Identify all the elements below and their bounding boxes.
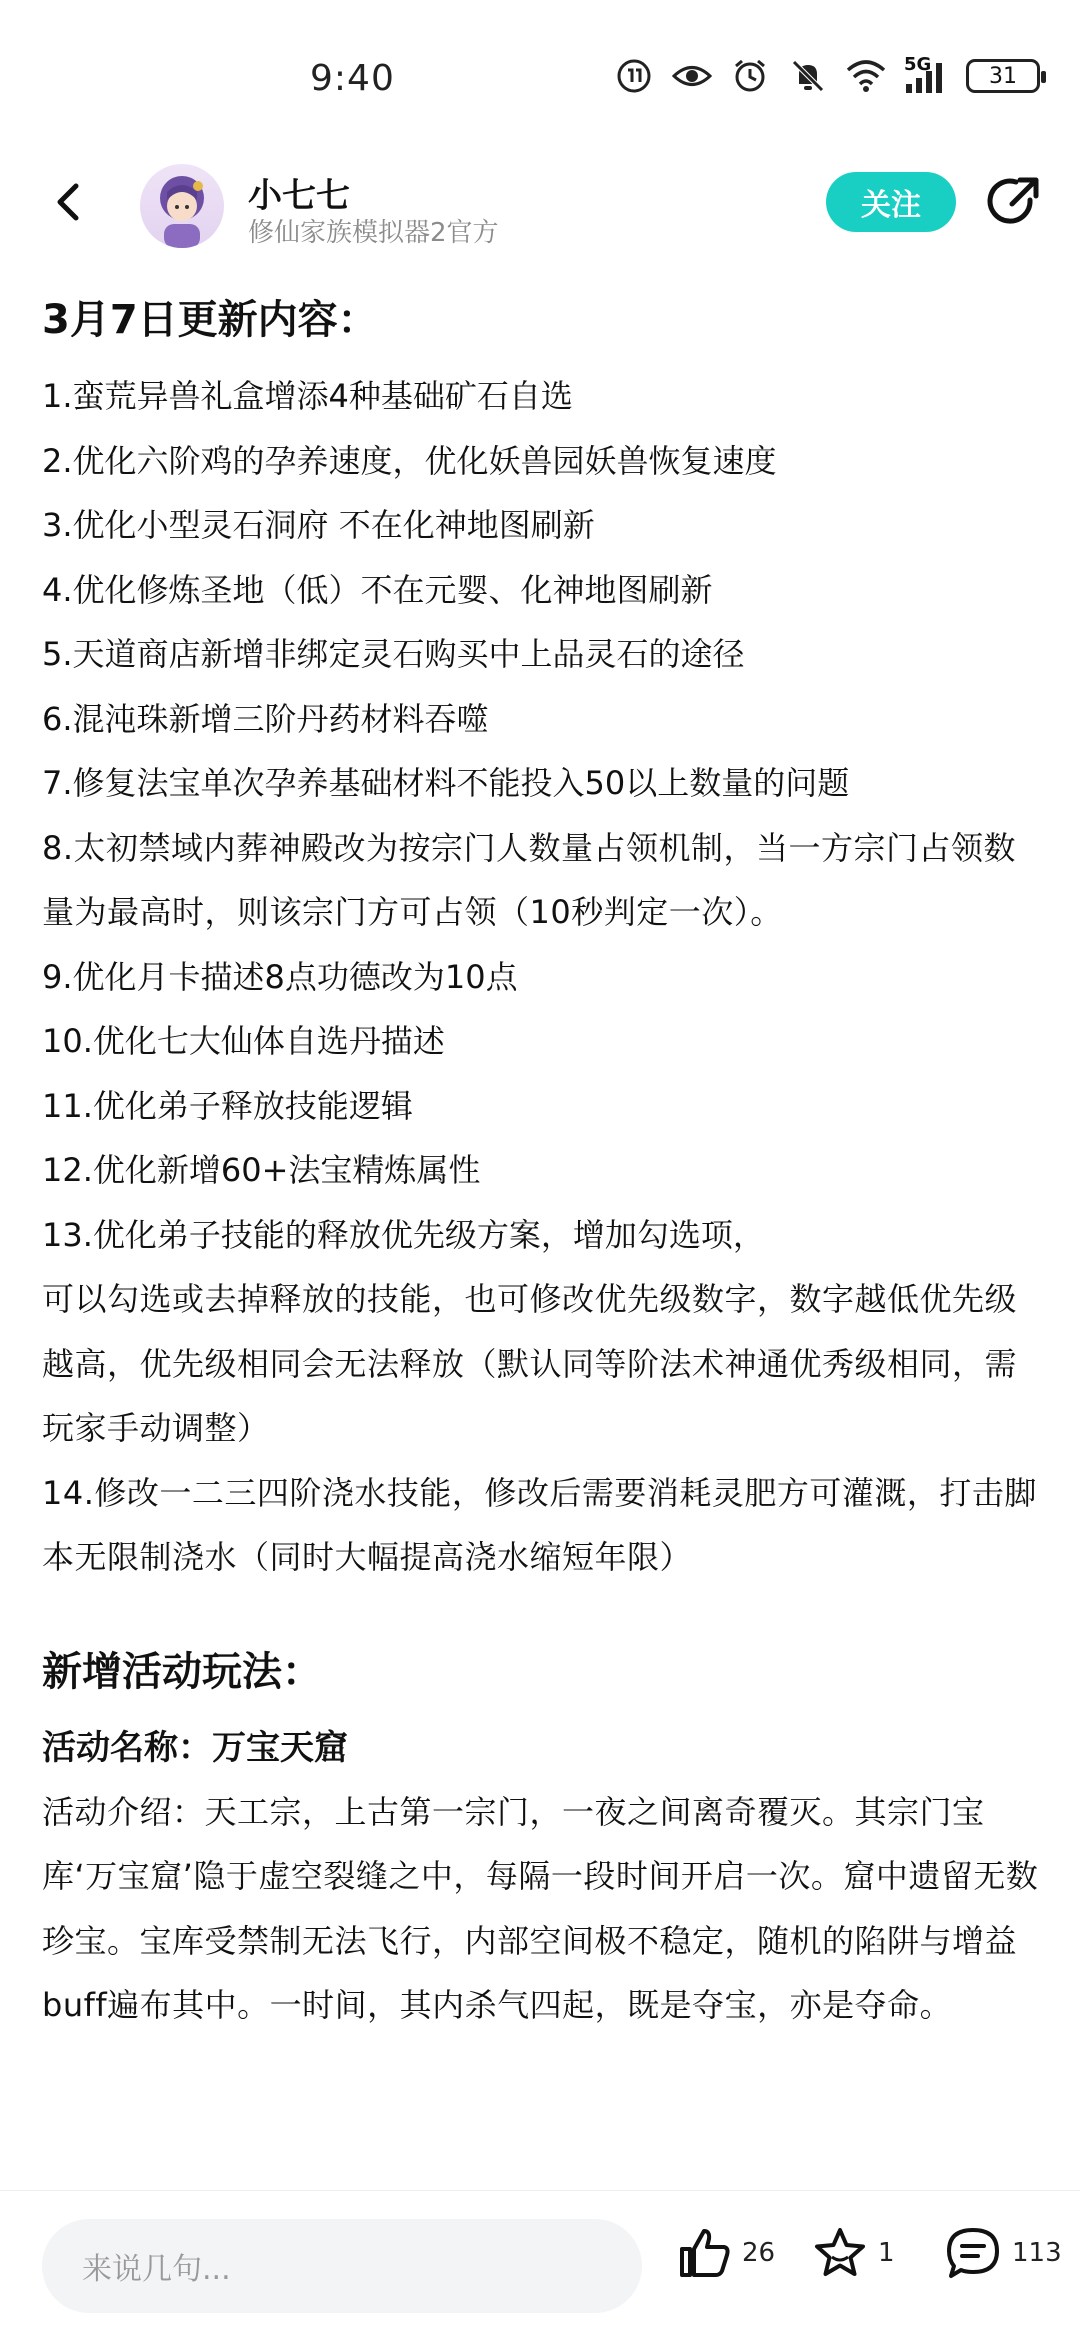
- comment-icon: [944, 2225, 1002, 2281]
- cellular-signal-icon: [904, 56, 948, 96]
- update-item: 8.太初禁域内葬神殿改为按宗门人数量占领机制，当一方宗门占领数量为最高时，则该宗门方可占领（10秒判定一次）。: [42, 828, 1017, 931]
- activity-title: 新增活动玩法：: [42, 1648, 322, 1695]
- battery-level: 31: [989, 63, 1017, 89]
- post-header: [0, 150, 1080, 260]
- update-item: 6.混沌珠新增三阶丹药材料吞噬: [42, 699, 489, 738]
- wifi-icon: [846, 56, 886, 96]
- battery-indicator: [966, 59, 1040, 93]
- share-button[interactable]: [982, 170, 1046, 234]
- activity-intro: 活动介绍：天工宗，上古第一宗门，一夜之间离奇覆灭。其宗门宝库‘万宝窟’隐于虚空裂缝之中，每隔一段时间开启一次。窟中遗留无数珍宝。宝库受禁制无法飞行，内部空间极不稳定，随机的陷阱与增益buff遍布其中。一时间，其内杀气四起，既是夺宝，亦是夺命。: [42, 1792, 1039, 2024]
- update-item: 14.修改一二三四阶浇水技能，修改后需要消耗灵肥方可灌溉，打击脚本无限制浇水（同时大幅提高浇水缩短年限）: [42, 1473, 1037, 1576]
- like-button[interactable]: [676, 2225, 775, 2281]
- network-type: 5G: [904, 54, 932, 75]
- status-icons: [614, 56, 1040, 96]
- post-content: [42, 290, 1042, 2038]
- alarm-icon: [730, 56, 770, 96]
- update-item: 7.修复法宝单次孕养基础材料不能投入50以上数量的问题: [42, 764, 850, 802]
- update-item: 3.优化小型灵石洞府 不在化神地图刷新: [42, 506, 595, 544]
- update-title: 3月7日更新内容：: [42, 297, 378, 343]
- comment-input[interactable]: 来说几句...: [42, 2219, 642, 2313]
- eye-icon: [672, 56, 712, 96]
- mute-bell-icon: [788, 56, 828, 96]
- update-item: 1.蛮荒异兽礼盒增添4种基础矿石自选: [42, 377, 573, 415]
- author-subtitle: 修仙家族模拟器2官方: [248, 218, 499, 248]
- update-item: 12.优化新增60+法宝精炼属性: [42, 1151, 481, 1189]
- share-icon: [982, 170, 1046, 234]
- like-count: 26: [742, 2238, 776, 2268]
- star-icon: [812, 2225, 868, 2281]
- favorite-button[interactable]: [812, 2225, 895, 2281]
- activity-name: 活动名称：万宝天窟: [42, 1727, 348, 1768]
- hd-call-icon: [614, 56, 654, 96]
- back-button[interactable]: [40, 172, 100, 232]
- update-item: 2.优化六阶鸡的孕养速度，优化妖兽园妖兽恢复速度: [42, 441, 777, 480]
- comment-count: 113: [1012, 2238, 1062, 2268]
- bottom-action-bar: [0, 2190, 1080, 2341]
- update-item: 9.优化月卡描述8点功德改为10点: [42, 957, 518, 996]
- favorite-count: 1: [878, 2238, 895, 2268]
- author-name[interactable]: 小七七: [248, 176, 350, 216]
- update-item: 可以勾选或去掉释放的技能，也可修改优先级数字，数字越低优先级越高，优先级相同会无法释放（默认同等阶法术神通优秀级相同，需玩家手动调整）: [42, 1280, 1018, 1447]
- avatar[interactable]: [140, 164, 224, 248]
- update-item: 5.天道商店新增非绑定灵石购买中上品灵石的途径: [42, 635, 745, 673]
- chevron-left-icon: [40, 172, 100, 232]
- status-bar: [0, 0, 1080, 150]
- comment-button[interactable]: [944, 2225, 1062, 2281]
- update-item: 10.优化七大仙体自选丹描述: [42, 1022, 445, 1060]
- status-time: 9:40: [310, 58, 395, 99]
- follow-button[interactable]: 关注: [826, 172, 956, 232]
- thumbs-up-icon: [676, 2225, 732, 2281]
- update-item: 13.优化弟子技能的释放优先级方案，增加勾选项，: [42, 1215, 765, 1254]
- update-item: 4.优化修炼圣地（低）不在元婴、化神地图刷新: [42, 570, 713, 609]
- update-item: 11.优化弟子释放技能逻辑: [42, 1086, 413, 1125]
